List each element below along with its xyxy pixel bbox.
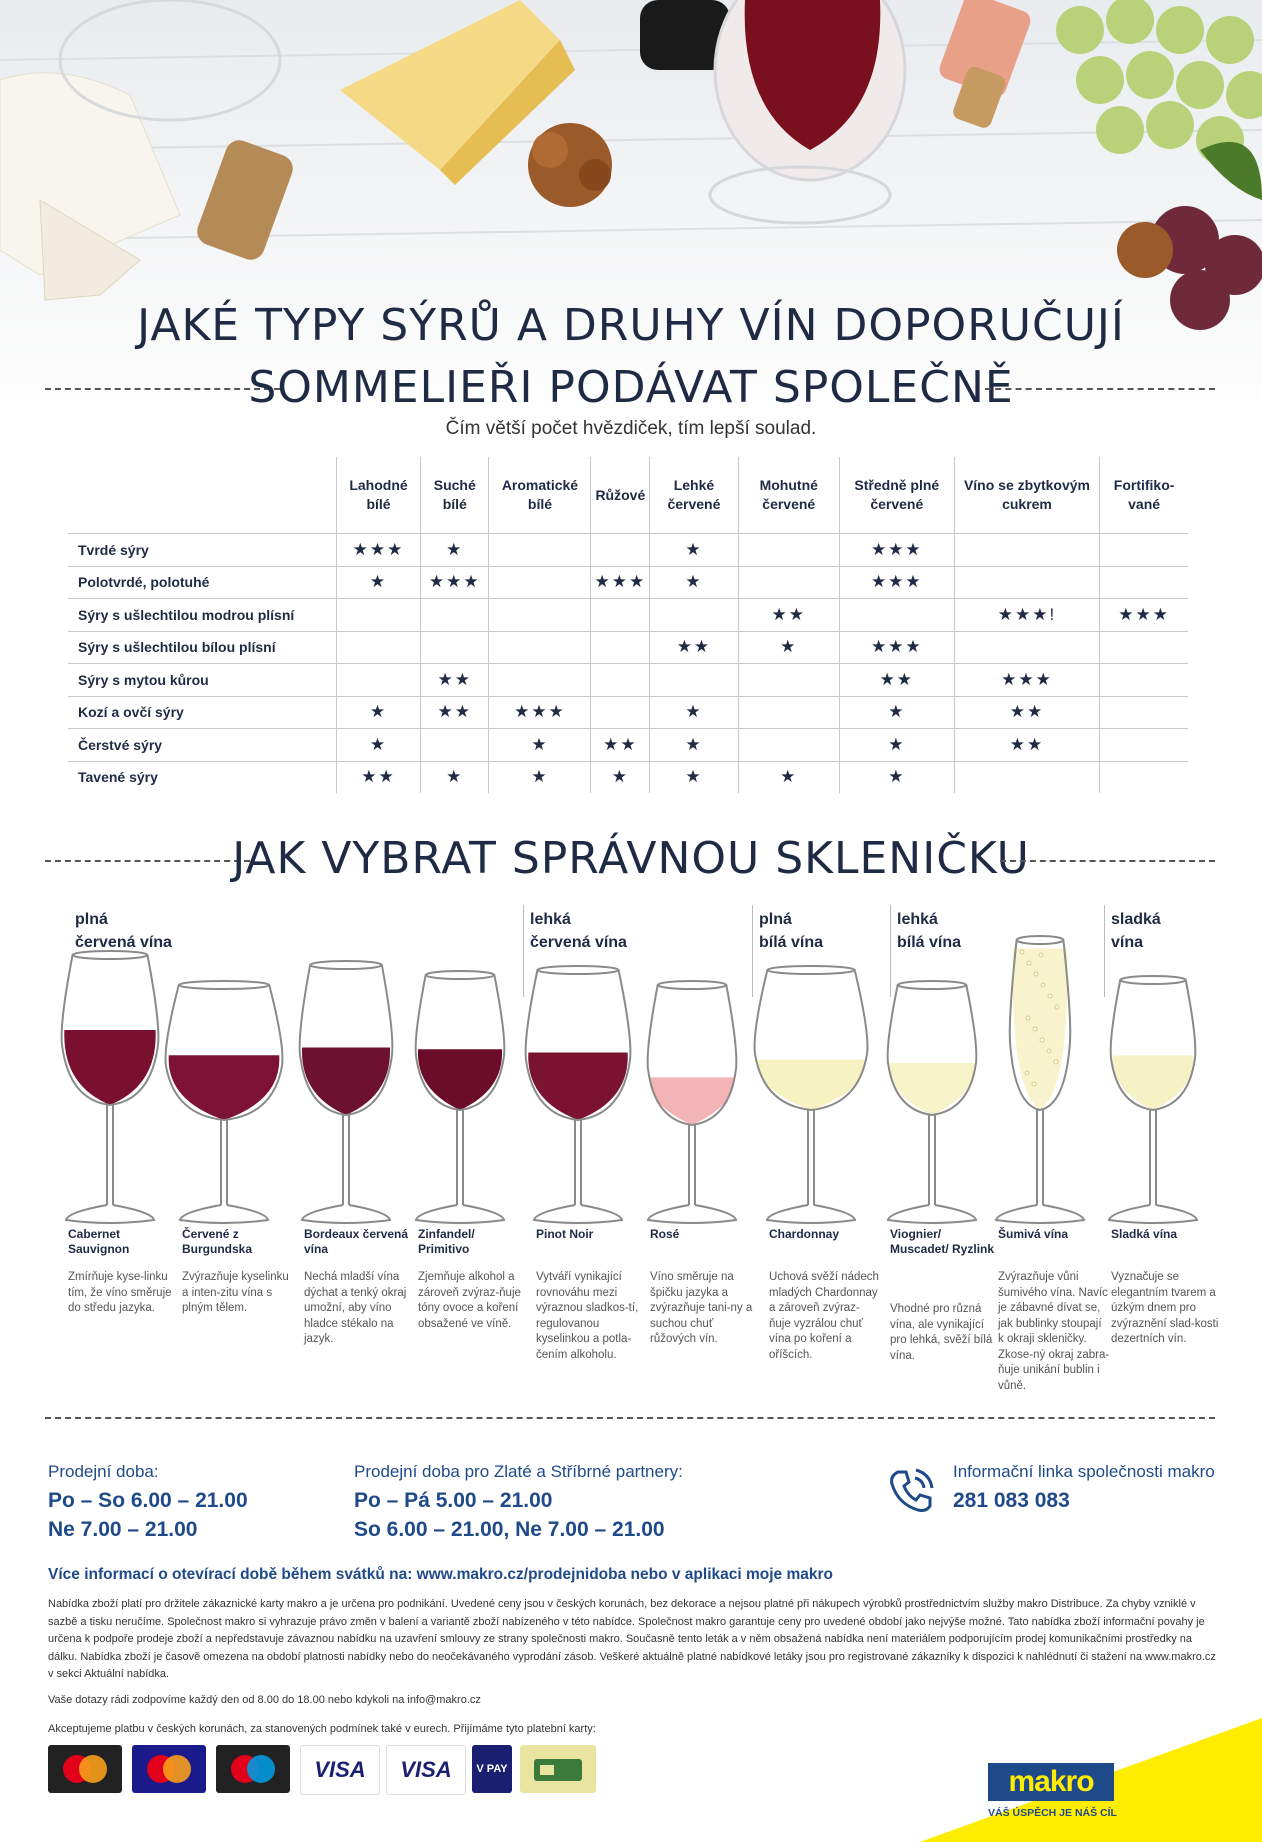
loyalty-card — [520, 1745, 596, 1793]
glass-name: Cabernet Sauvignon — [68, 1227, 130, 1256]
rating-cell: ★ — [650, 534, 738, 567]
rating-cell — [650, 664, 738, 697]
glass-stem — [457, 1110, 463, 1205]
glass-rim — [1017, 936, 1064, 944]
glass-name: Šumivá vína — [998, 1227, 1069, 1241]
rating-cell: ★ — [650, 729, 738, 762]
rating-cell: ★ — [650, 696, 738, 729]
category-line: plná — [759, 911, 792, 928]
rating-cell: ★★★ — [954, 664, 1099, 697]
table-row — [68, 696, 1188, 729]
hotline-number[interactable]: 281 083 083 — [953, 1489, 1070, 1512]
rating-cell — [738, 566, 839, 599]
rating-cell: ★★ — [839, 664, 954, 697]
glass-description: Vyznačuje se elegantním tvarem a úzkým dnem pro zvýraznění slad-kosti dezertních vín. — [1111, 1271, 1219, 1345]
glass-rim — [426, 971, 495, 979]
bubble — [1034, 972, 1038, 976]
glass-stem — [929, 1115, 935, 1205]
glass-name: Pinot Noir — [536, 1227, 594, 1241]
category-line: lehká — [530, 911, 571, 928]
wine-glass — [416, 971, 505, 1223]
glass-base — [534, 1205, 622, 1223]
rating-cell — [337, 631, 421, 664]
wine-glass — [648, 981, 737, 1223]
category-line: červená vína — [75, 934, 172, 951]
phone-icon — [886, 1466, 936, 1516]
contact-note: Vaše dotazy rádi zodpovíme každý den od 8.00 do 18.00 nebo kdykoli na info@makro.cz — [48, 1694, 481, 1706]
rating-cell: ★★★! — [954, 599, 1099, 632]
wine-glass — [62, 951, 159, 1223]
glass-name: Viognier/ Muscadet/ Ryzlink — [890, 1227, 995, 1256]
col-header: Růžové — [591, 457, 650, 534]
glass-description: Víno směruje na špičku jazyka a zvýrazňuje tani-ny a suchou chuť růžových vín. — [650, 1271, 753, 1345]
glass-base — [996, 1205, 1084, 1223]
glass-name: Chardonnay — [769, 1227, 840, 1241]
rating-cell — [489, 566, 591, 599]
electronic-logo — [139, 1751, 199, 1787]
rating-cell: ★★★ — [1100, 599, 1188, 632]
glass-base — [767, 1205, 855, 1223]
wine-fill — [649, 1077, 734, 1125]
col-header: Víno se zbytkovým cukrem — [954, 457, 1099, 534]
category-line: bílá vína — [897, 934, 962, 951]
rating-cell: ★ — [839, 729, 954, 762]
rating-cell: ★ — [738, 631, 839, 664]
rating-cell — [489, 631, 591, 664]
rating-cell — [591, 631, 650, 664]
glass-description: Uchová svěží nádech mladých Chardonnay a zároveň zvýraz-ňuje vyzrálou chuť vína po koření a oříšcích. — [769, 1271, 879, 1361]
glass-description: Zjemňuje alkohol a zároveň zvýraz-ňuje tóny ovoce a koření obsažené ve víně. — [418, 1271, 521, 1330]
category-line: červená vína — [530, 934, 627, 951]
table-row — [68, 566, 1188, 599]
pairing-header-row — [68, 457, 1188, 534]
table-row — [68, 729, 1188, 762]
rating-cell: ★ — [839, 761, 954, 793]
wine-glass — [755, 966, 868, 1223]
rating-cell — [1100, 729, 1188, 762]
glass-base — [302, 1205, 390, 1223]
rating-cell — [1100, 631, 1188, 664]
glass-base — [66, 1205, 154, 1223]
category-line: sladká — [1111, 911, 1161, 928]
glass-stem — [808, 1110, 814, 1205]
bubble — [1039, 953, 1043, 957]
card-icon — [528, 1751, 588, 1787]
table-row — [68, 534, 1188, 567]
rating-cell — [954, 566, 1099, 599]
table-row — [68, 761, 1188, 793]
glass-rim — [1120, 976, 1186, 984]
rating-cell — [1100, 664, 1188, 697]
legal-notice: Nabídka zboží platí pro držitele zákaznické karty makro a je určena pro podnikání. Uvedené ceny jsou v českých korunách, bez dekorace a nejsou platné při nákupech výrobků prostřednictvím služby makro Distribuce. Za chyby vzniklé v sazbě a tisku neručíme. Společnost makro si vyhrazuje právo změn v balení a variantě zboží nabízeného v této nabídce. Společnost makro garantuje ceny pro uvedené období jako nejvýše možné. Tato nabídka zboží informační povahy je určena k podpoře prodeje zboží a nepředstavuje závaznou nabídku na uzavření smlouvy ze strany společnosti makro. Současně tento leták a v něm obsažená nabídka není materiálem podporujícím prodej komunikačními prostředky na dálku. Nabídka zboží je časově omezena na období platnosti nabídky nebo do neočekávaného vyprodání zásob. Veškeré aktuálně platné nabídkové letáky jsou pro registrované zákazníky k dispozici k nahlédnutí či stažení na www.makro.cz v sekci Aktuální nabídka. — [48, 1598, 1216, 1680]
glass-rim — [179, 981, 269, 989]
rating-cell — [337, 599, 421, 632]
glass-name: Sladká vína — [1111, 1227, 1178, 1241]
bubble — [1033, 1027, 1037, 1031]
title-divider-right — [985, 388, 1215, 390]
mastercard-card — [48, 1745, 122, 1793]
mastercard-logo — [55, 1751, 115, 1787]
cheese-label: Tavené sýry — [68, 761, 337, 793]
cheese-label: Sýry s ušlechtilou modrou plísní — [68, 599, 337, 632]
rating-cell — [738, 664, 839, 697]
glass-name: Zinfandel/ Primitivo — [418, 1227, 475, 1256]
wine-fill — [418, 1049, 502, 1110]
rating-cell: ★★ — [954, 696, 1099, 729]
cheese-label: Kozí a ovčí sýry — [68, 696, 337, 729]
rating-cell: ★★ — [650, 631, 738, 664]
glass-name: Rosé — [650, 1227, 680, 1241]
rating-cell: ★ — [337, 566, 421, 599]
page-title-line2: SOMMELIEŘI PODÁVAT SPOLEČNĚ — [248, 362, 1014, 413]
wine-fill — [1013, 949, 1068, 1111]
section-divider-right — [1000, 860, 1215, 862]
rating-cell — [421, 599, 489, 632]
col-header: Suché bílé — [421, 457, 489, 534]
glass-description: Nechá mladší vína dýchat a tenký okraj umožní, aby víno hladce stékalo na jazyk. — [304, 1271, 407, 1345]
rating-cell — [591, 599, 650, 632]
rating-cell: ★★★ — [839, 534, 954, 567]
rating-cell: ★★ — [591, 729, 650, 762]
rating-cell — [591, 664, 650, 697]
rating-cell — [954, 631, 1099, 664]
glass-base — [416, 1205, 504, 1223]
wine-fill — [890, 1063, 975, 1115]
makro-logo[interactable]: makro — [988, 1763, 1114, 1801]
rating-cell — [1100, 761, 1188, 793]
glass-rim — [73, 951, 148, 959]
cheese-label: Sýry s ušlechtilou bílou plísní — [68, 631, 337, 664]
rating-cell: ★ — [489, 761, 591, 793]
glass-description: Vytváří vynikající rovnováhu mezi výraznou sladkos-tí, regulovanou kyselinkou a potla-čením alkoholu. — [536, 1271, 639, 1361]
category-line: lehká — [897, 911, 938, 928]
vpay-card: V PAY — [472, 1745, 512, 1793]
rating-cell — [839, 599, 954, 632]
bubble — [1020, 950, 1024, 954]
glass-base — [180, 1205, 268, 1223]
hours-sunday: Ne 7.00 – 21.00 — [48, 1518, 198, 1541]
pairing-table — [68, 457, 1188, 793]
rating-cell: ★★★ — [489, 696, 591, 729]
table-row — [68, 599, 1188, 632]
wine-glass — [1109, 976, 1197, 1223]
bubble — [1041, 983, 1045, 987]
col-header: Mohutné červené — [738, 457, 839, 534]
maestro-logo — [223, 1751, 283, 1787]
maestro-card — [216, 1745, 290, 1793]
glass-stem — [689, 1125, 695, 1205]
rating-cell: ★★ — [954, 729, 1099, 762]
bubble — [1027, 961, 1031, 965]
bubble — [1032, 1082, 1036, 1086]
partner-hours-weekday: Po – Pá 5.00 – 21.00 — [354, 1489, 553, 1512]
glass-stem — [107, 1105, 113, 1205]
rating-cell — [1100, 534, 1188, 567]
bubble — [1048, 994, 1052, 998]
glass-base — [888, 1205, 976, 1223]
wine-glass — [300, 961, 393, 1223]
rating-cell — [954, 534, 1099, 567]
col-header: Lahodné bílé — [337, 457, 421, 534]
rating-cell — [421, 631, 489, 664]
glass-section-title: JAK VYBRAT SPRÁVNOU SKLENIČKU — [232, 833, 1030, 884]
pairing-table-body — [68, 534, 1188, 794]
glass-base — [1109, 1205, 1197, 1223]
glass-rim — [310, 961, 382, 969]
glass-stem — [575, 1120, 581, 1205]
hotline-heading: Informační linka společnosti makro — [953, 1462, 1215, 1481]
rating-cell: ★ — [421, 761, 489, 793]
glass-description: Vhodné pro různá vína, ale vynikající pro lehká, svěží bílá vína. — [890, 1303, 993, 1362]
rating-cell: ★ — [738, 761, 839, 793]
wine-glasses-illustration — [0, 930, 1262, 1230]
hours-heading: Prodejní doba: — [48, 1462, 159, 1481]
rating-cell: ★★★ — [839, 631, 954, 664]
rating-cell: ★ — [489, 729, 591, 762]
glass-stem — [1037, 1110, 1043, 1205]
rating-cell: ★★★ — [591, 566, 650, 599]
glass-base — [648, 1205, 736, 1223]
wine-fill — [302, 1048, 390, 1116]
rating-cell: ★★ — [421, 664, 489, 697]
wine-glass — [888, 981, 977, 1223]
rating-cell — [738, 696, 839, 729]
page-title-line1: JAKÉ TYPY SÝRŮ A DRUHY VÍN DOPORUČUJÍ — [137, 300, 1125, 351]
partner-hours-heading: Prodejní doba pro Zlaté a Stříbrné partnery: — [354, 1462, 683, 1481]
rating-cell: ★★★ — [839, 566, 954, 599]
wine-glass — [996, 936, 1084, 1223]
rating-cell: ★ — [421, 534, 489, 567]
rating-cell — [1100, 566, 1188, 599]
bubble — [1047, 1049, 1051, 1053]
glass-stem — [343, 1115, 349, 1205]
bubble — [1055, 1005, 1059, 1009]
rating-cell: ★ — [337, 696, 421, 729]
rating-cell — [489, 534, 591, 567]
bubble — [1025, 1071, 1029, 1075]
col-header: Aromatické bílé — [489, 457, 591, 534]
glass-stem — [1150, 1110, 1156, 1205]
rating-cell: ★ — [839, 696, 954, 729]
table-row — [68, 631, 1188, 664]
cheese-label: Tvrdé sýry — [68, 534, 337, 567]
col-header: Fortifiko-vané — [1100, 457, 1188, 534]
wine-fill — [169, 1055, 280, 1120]
rating-cell: ★★ — [421, 696, 489, 729]
rating-cell — [421, 729, 489, 762]
more-info-link[interactable]: Více informací o otevírací době během svátků na: www.makro.cz/prodejnidoba nebo v aplikaci moje makro — [48, 1566, 833, 1583]
wine-glass — [166, 981, 283, 1223]
glass-description: Zmírňuje kyse-linku tím, že víno směruje do středu jazyka. — [68, 1271, 172, 1314]
category-line: vína — [1111, 934, 1144, 951]
rating-cell — [489, 664, 591, 697]
glass-name: Bordeaux červená vína — [304, 1227, 409, 1256]
cheese-label: Polotvrdé, polotuhé — [68, 566, 337, 599]
hours-weekday: Po – So 6.00 – 21.00 — [48, 1489, 248, 1512]
visa-electron-card: VISA — [386, 1745, 466, 1795]
rating-cell — [591, 534, 650, 567]
wine-fill — [1113, 1055, 1194, 1110]
wine-fill — [528, 1053, 628, 1121]
rating-cell: ★ — [650, 566, 738, 599]
brand-slogan: VÁŠ ÚSPĚCH JE NÁŠ CÍL — [988, 1807, 1117, 1819]
wine-fill — [757, 1060, 865, 1110]
cheese-label: Sýry s mytou kůrou — [68, 664, 337, 697]
table-row — [68, 664, 1188, 697]
rating-cell: ★★ — [738, 599, 839, 632]
bubble — [1040, 1038, 1044, 1042]
rating-cell: ★★ — [337, 761, 421, 793]
payment-note: Akceptujeme platbu v českých korunách, za stanovených podmínek také v eurech. Přijímáme tyto platební karty: — [48, 1723, 596, 1735]
category-line: bílá vína — [759, 934, 824, 951]
glass-description: Zvýrazňuje kyselinku a inten-zitu vína s plným tělem. — [182, 1271, 289, 1314]
partner-hours-weekend: So 6.00 – 21.00, Ne 7.00 – 21.00 — [354, 1518, 665, 1541]
corner-cell — [68, 457, 337, 534]
rating-cell: ★ — [591, 761, 650, 793]
pairing-subtitle: Čím větší počet hvězdiček, tím lepší soulad. — [445, 418, 817, 439]
glass-rim — [658, 981, 727, 989]
rating-cell — [954, 761, 1099, 793]
col-header: Lehké červené — [650, 457, 738, 534]
cheese-label: Čerstvé sýry — [68, 729, 337, 762]
rating-cell: ★★★ — [337, 534, 421, 567]
bubble — [1054, 1060, 1058, 1064]
wine-fill — [64, 1030, 155, 1105]
glass-rim — [537, 966, 618, 974]
mastercard-electronic-card — [132, 1745, 206, 1793]
glass-rim — [898, 981, 967, 989]
rating-cell: ★ — [337, 729, 421, 762]
bubble — [1026, 1016, 1030, 1020]
col-header: Středně plné červené — [839, 457, 954, 534]
rating-cell — [489, 599, 591, 632]
footer-divider — [45, 1417, 1215, 1419]
rating-cell — [1100, 696, 1188, 729]
category-line: plná — [75, 911, 108, 928]
rating-cell — [650, 599, 738, 632]
wine-glass — [526, 966, 631, 1223]
visa-card: VISA — [300, 1745, 380, 1795]
rating-cell: ★ — [650, 761, 738, 793]
rating-cell: ★★★ — [421, 566, 489, 599]
rating-cell — [591, 696, 650, 729]
rating-cell — [738, 534, 839, 567]
glass-description: Zvýrazňuje vůni šumivého vína. Navíc je zábavné dívat se, jak bublinky stoupají k okraji skleničky. Zkose-ný okraj zabra-ňuje unikání bublin i vůně. — [998, 1271, 1110, 1392]
glass-rim — [767, 966, 854, 974]
rating-cell — [738, 729, 839, 762]
glass-name: Červené z Burgundska — [182, 1227, 253, 1256]
glass-stem — [221, 1120, 227, 1205]
rating-cell — [337, 664, 421, 697]
